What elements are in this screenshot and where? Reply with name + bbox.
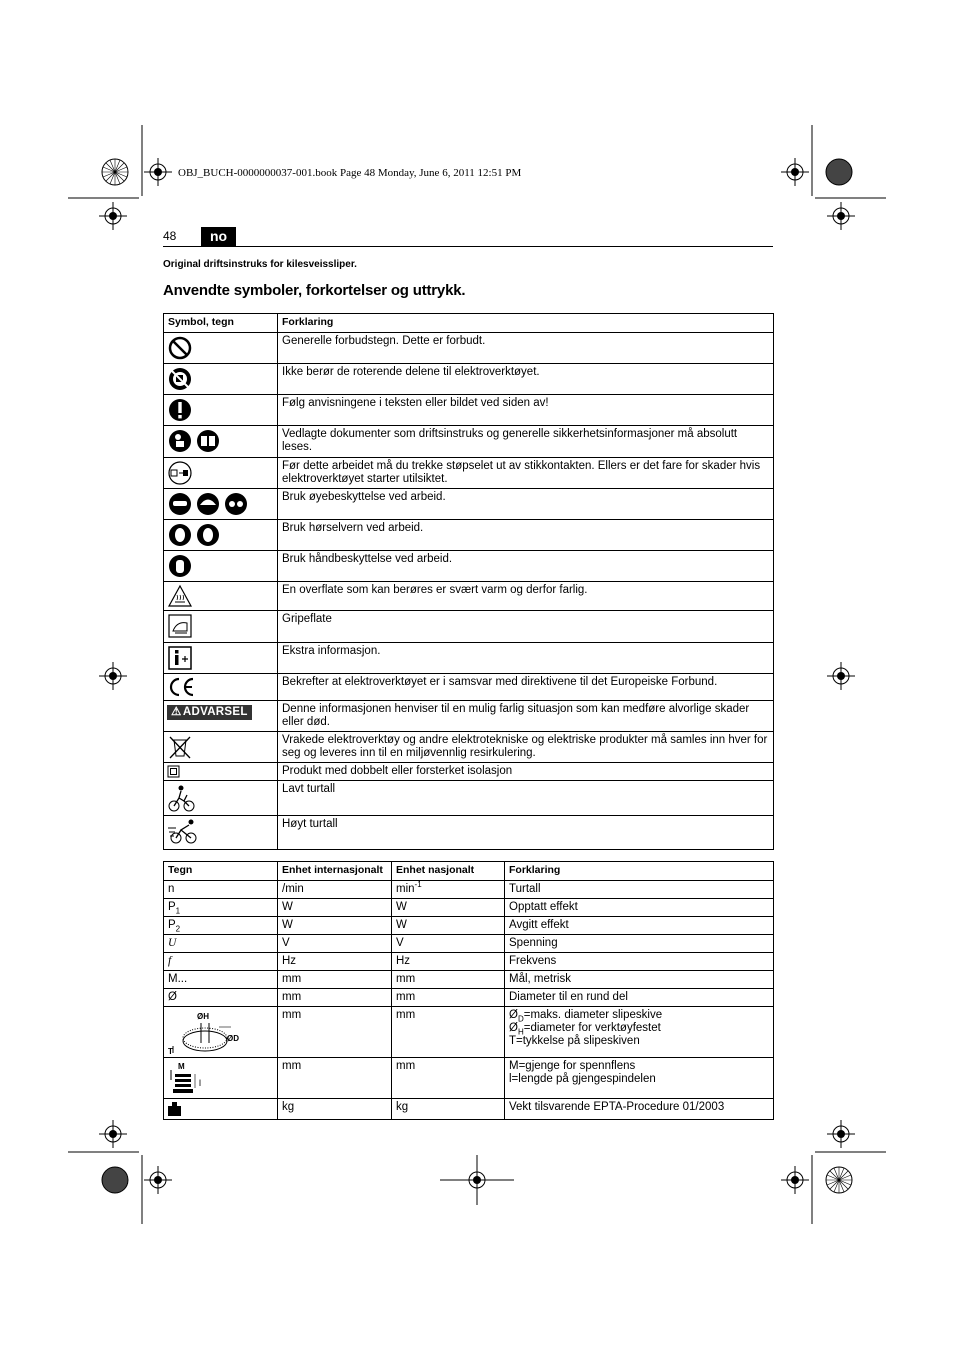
units-header-row [164, 862, 774, 881]
table-row: U V V Spenning [164, 935, 774, 953]
hand-protection-icon [167, 553, 193, 579]
table-row: Bruk håndbeskyttelse ved arbeid. [164, 551, 774, 582]
table-row: Vrakede elektroverktøy og andre elektrotekniske og elektriske produkter må samles inn hver for seg og leveres inn til en miljøvennlig resirkulering. [164, 732, 774, 763]
no-touch-rotating-icon [167, 366, 193, 392]
table-row: kg kg Vekt tilsvarende EPTA-Procedure 01/2003 [164, 1099, 774, 1120]
col-sign: Tegn [164, 862, 278, 881]
table-row: Gripeflate [164, 611, 774, 643]
col-explanation: Forklaring [278, 314, 774, 333]
table-row: Høyt turtall [164, 816, 774, 850]
unplug-icon [167, 460, 193, 486]
grip-surface-icon [167, 613, 193, 639]
table-row: Før dette arbeidet må du trekke støpselet ut av stikkontakten. Ellers er det fare for skader hvis elektroverktøyet starter utilsiktet. [164, 458, 774, 489]
table-row: M... mm mm Mål, metrisk [164, 971, 774, 989]
table-row: M l mm mm M=gjenge for spennflens l=lengde på gjengespindelen [164, 1058, 774, 1099]
symbols-table [163, 313, 774, 850]
table-row: Ekstra informasjon. [164, 643, 774, 674]
table-row: $P_1$ W W Opptatt effekt [164, 899, 774, 917]
hot-surface-icon [167, 584, 193, 608]
high-speed-icon [167, 818, 201, 846]
table-row: Bruk øyebeskyttelse ved arbeid. [164, 489, 774, 520]
ear-protection-icon [167, 522, 221, 548]
language-badge: no [201, 227, 236, 246]
weee-bin-icon [167, 734, 193, 760]
table-row: ⚠ ADVARSEL Denne informasjonen henviser til en mulig farlig situasjon som kan medføre alvorlige skader eller død. [164, 701, 774, 732]
ce-mark-icon [167, 676, 197, 698]
table-row: n /min $\min^{-1}$ Turtall [164, 881, 774, 899]
disc-label-t: T [168, 1047, 173, 1055]
read-manual-icon [167, 428, 221, 454]
double-insulation-icon [167, 765, 181, 778]
col-expl: Forklaring [505, 862, 774, 881]
table-row: Generelle forbudstegn. Dette er forbudt. [164, 333, 774, 364]
table-row: f Hz Hz Frekvens [164, 953, 774, 971]
spindle-thread-diagram [167, 1060, 211, 1096]
symbols-header-row [164, 314, 774, 333]
low-speed-icon [167, 783, 197, 813]
page-number: 48 [163, 229, 177, 243]
table-row: Lavt turtall [164, 781, 774, 816]
table-row: Vedlagte dokumenter som driftsinstruks og generelle sikkerhetsinformasjoner må absolutt leses. [164, 426, 774, 458]
col-symbol: Symbol, tegn [164, 314, 278, 333]
subtitle: Original driftsinstruks for kilesveissliper. [163, 259, 357, 270]
col-nat: Enhet nasjonalt [392, 862, 505, 881]
exclamation-icon [167, 397, 193, 423]
eye-protection-icon [167, 491, 249, 517]
disc-label-od: ØD [227, 1034, 239, 1043]
thread-label-l: l [199, 1078, 201, 1088]
weight-icon [167, 1101, 183, 1117]
warning-label: ⚠ ADVARSEL [167, 705, 252, 720]
table-row: $P_2$ W W Avgitt effekt [164, 917, 774, 935]
section-heading: Anvendte symboler, forkortelser og uttrykk. [163, 282, 466, 299]
col-intl: Enhet internasjonalt [278, 862, 392, 881]
header-rule [163, 246, 773, 247]
table-row: Bruk hørselvern ved arbeid. [164, 520, 774, 551]
thread-label-m: M [178, 1062, 185, 1071]
table-row: En overflate som kan berøres er svært varm og derfor farlig. [164, 582, 774, 611]
table-row: Følg anvisningene i teksten eller bildet ved siden av! [164, 395, 774, 426]
units-table [163, 861, 774, 1120]
table-row: ØH ØD T mm mm $Ø_D=maks$. diameter slipeskive $Ø_H=diameter$ for verktøyfestet T=tykkelse på slipeskiven [164, 1007, 774, 1058]
info-icon [167, 645, 193, 671]
book-info-line: OBJ_BUCH-0000000037-001.book Page 48 Monday, June 6, 2011 12:51 PM [178, 167, 522, 179]
grinding-disc-diagram [167, 1009, 247, 1055]
prohibition-icon [167, 335, 193, 361]
table-row: Produkt med dobbelt eller forsterket isolasjon [164, 763, 774, 781]
disc-label-oh: ØH [197, 1012, 209, 1021]
table-row: Ø mm mm Diameter til en rund del [164, 989, 774, 1007]
table-row: Ikke berør de roterende delene til elektroverktøyet. [164, 364, 774, 395]
table-row: Bekrefter at elektroverktøyet er i samsvar med direktivene til det Europeiske Forbund. [164, 674, 774, 701]
